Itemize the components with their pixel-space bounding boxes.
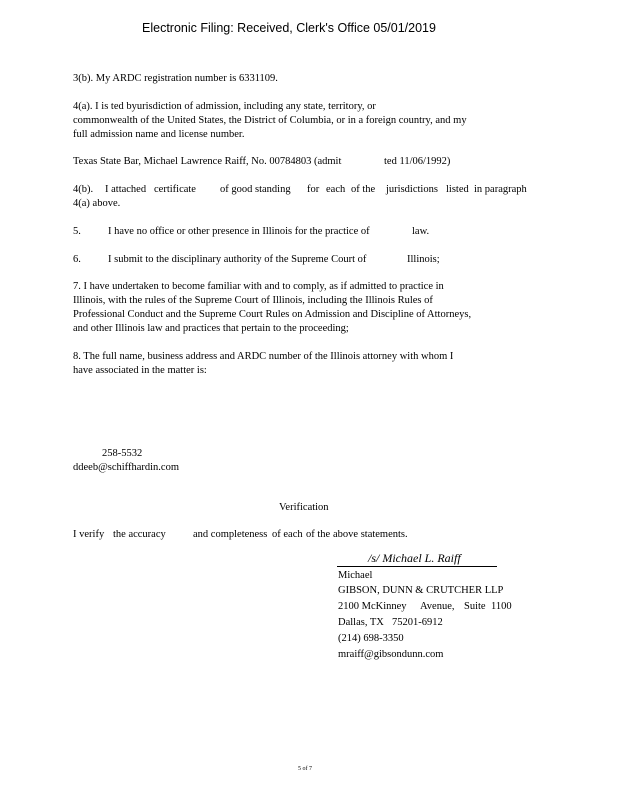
zip-code: 75201-6912 <box>392 617 443 628</box>
illinois-attorney-email: ddeeb@schiffhardin.com <box>73 462 179 473</box>
p6-end: Illinois; <box>407 254 440 265</box>
p5-text: I have no office or other presence in Illinois for the practice of <box>108 226 370 237</box>
law-firm-name: GIBSON, DUNN & CRUTCHER LLP <box>338 585 504 596</box>
p4b-word: jurisdictions <box>386 184 438 195</box>
verification-word: of the <box>306 529 331 540</box>
signer-name: Michael <box>338 570 373 581</box>
p4a-line-3: full admission name and license number. <box>73 129 245 140</box>
ardc-number-line: 3(b). My ARDC registration number is 6331109. <box>73 73 278 84</box>
p7-line-3: Professional Conduct and the Supreme Court Rules on Admission and Discipline of Attorneys, <box>73 309 472 320</box>
address-part: Avenue, <box>420 601 455 612</box>
p6-number: 6. <box>73 254 81 265</box>
city-state: Dallas, TX <box>338 617 384 628</box>
filing-header: Electronic Filing: Received, Clerk's Office 05/01/2019 <box>142 21 436 35</box>
p4b-line-2: 4(a) above. <box>73 198 121 209</box>
p4b-word: of the <box>351 184 376 195</box>
electronic-signature: /s/ Michael L. Raiff <box>368 551 461 565</box>
texas-bar-left: Texas State Bar, Michael Lawrence Raiff, No. 00784803 (admit <box>73 156 342 167</box>
verification-word: I verify <box>73 529 105 540</box>
p7-line-1: 7. I have undertaken to become familiar with and to comply, as if admitted to practice in <box>73 281 444 292</box>
address-part: 2100 McKinney <box>338 601 407 612</box>
p4b-word: each <box>326 184 346 195</box>
signer-phone: (214) 698-3350 <box>338 633 404 644</box>
verification-word: above statements. <box>333 529 408 540</box>
p4a-line-2: commonwealth of the United States, the District of Columbia, or in a foreign country, and my <box>73 115 467 126</box>
p8-line-2: have associated in the matter is: <box>73 365 207 376</box>
p4b-word: certificate <box>154 184 196 195</box>
address-part: 1100 <box>491 601 512 612</box>
p6-text: I submit to the disciplinary authority of the Supreme Court of <box>108 254 367 265</box>
p4a-line-1: 4(a). I is ted byurisdiction of admission, including any state, territory, or <box>73 101 376 112</box>
p4b-word: listed <box>446 184 469 195</box>
p4b-word: of good standing <box>220 184 291 195</box>
p4b-word: for <box>307 184 320 195</box>
address-part: Suite <box>464 601 486 612</box>
p7-line-2: Illinois, with the rules of the Supreme Court of Illinois, including the Illinois Rules of <box>73 295 433 306</box>
signature-line <box>337 566 497 567</box>
p4b-word: 4(b). <box>73 184 94 195</box>
verification-word: the accuracy <box>113 529 166 540</box>
verification-word: and completeness <box>193 529 268 540</box>
texas-bar-right: ted 11/06/1992) <box>384 156 451 167</box>
verification-heading: Verification <box>279 502 329 513</box>
p5-number: 5. <box>73 226 81 237</box>
signer-email: mraiff@gibsondunn.com <box>338 649 444 660</box>
illinois-attorney-phone: 258-5532 <box>102 448 143 459</box>
page-number: 5 of 7 <box>298 766 312 772</box>
p4b-word: I attached <box>105 184 147 195</box>
p8-line-1: 8. The full name, business address and ARDC number of the Illinois attorney with whom I <box>73 351 454 362</box>
p7-line-4: and other Illinois law and practices that pertain to the proceeding; <box>73 323 349 334</box>
p4b-word: in paragraph <box>474 184 527 195</box>
verification-word: of each <box>272 529 303 540</box>
p5-end: law. <box>412 226 430 237</box>
